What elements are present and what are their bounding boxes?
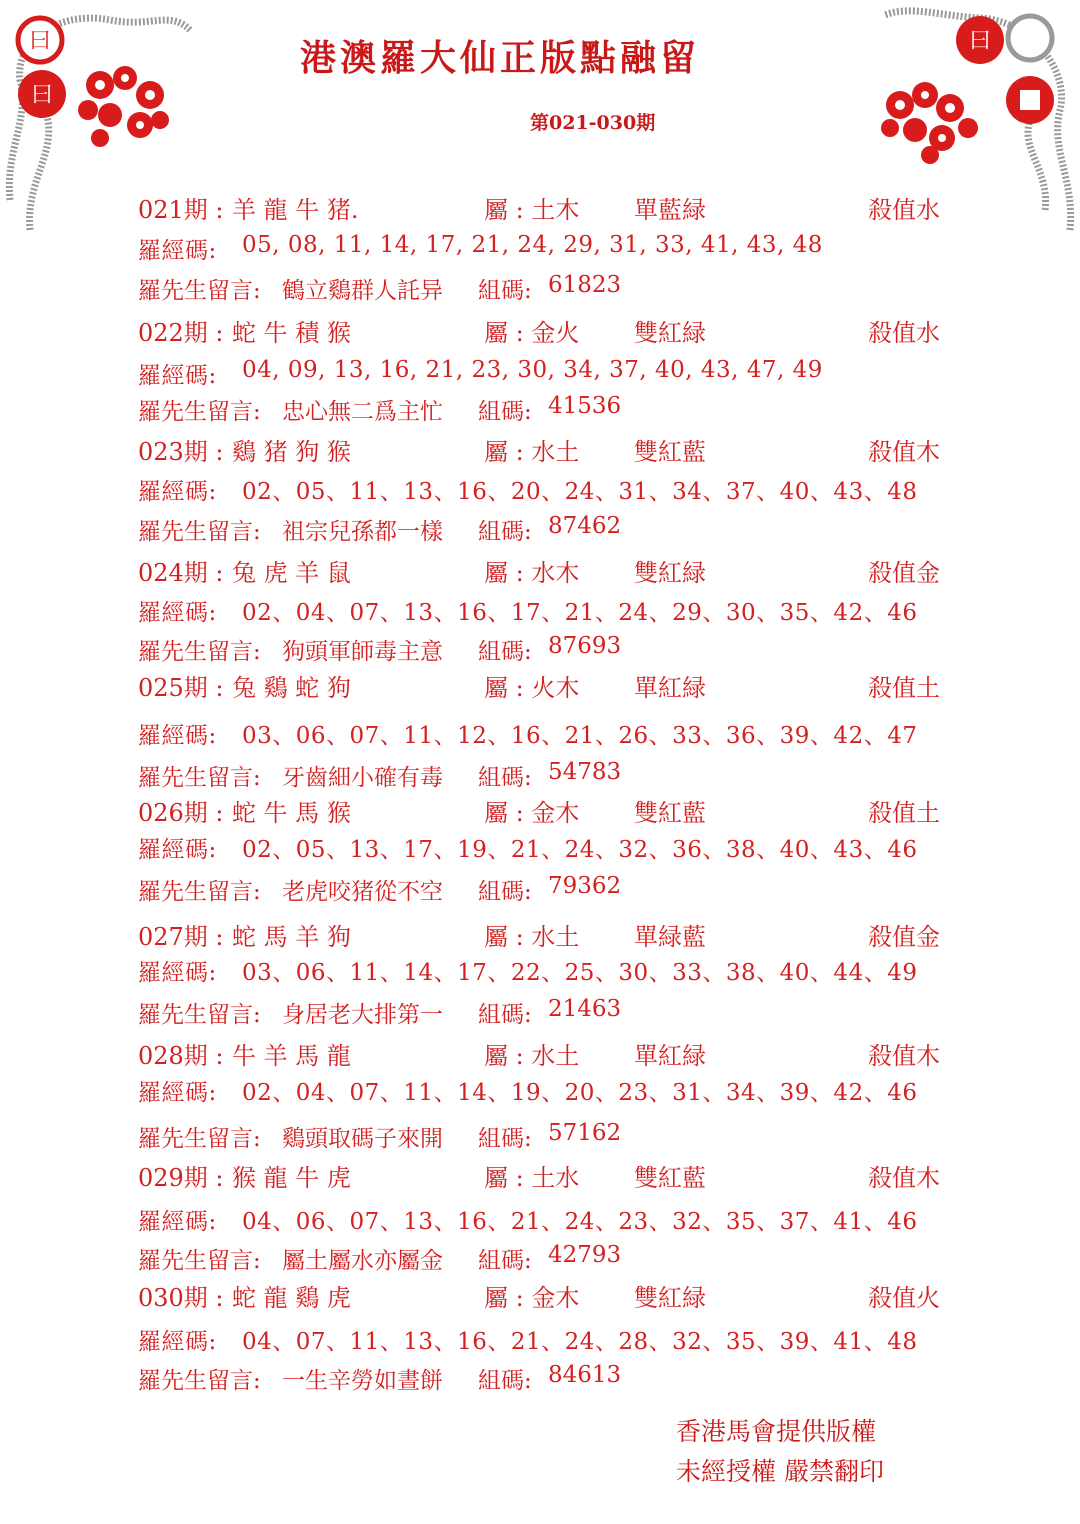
group-code-value: 21463 xyxy=(548,996,622,1022)
group-code-value: 87693 xyxy=(548,633,622,659)
zodiac-animals: 兔 虎 羊 鼠 xyxy=(232,559,351,587)
code-numbers: 02、05、13、17、19、21、24、32、36、38、40、43、46 xyxy=(242,837,918,863)
message-label: 羅先生留言: xyxy=(138,1126,261,1152)
period-label: 022期 : xyxy=(138,319,224,347)
zodiac-animals: 牛 羊 馬 龍 xyxy=(232,1042,351,1070)
kill-value: 殺值火 xyxy=(868,1284,940,1312)
code-label: 羅經碼: xyxy=(138,837,217,863)
group-code-label: 組碼: xyxy=(478,639,532,665)
kill-value: 殺值金 xyxy=(868,923,940,951)
message-label: 羅先生留言: xyxy=(138,278,261,304)
group-code-label: 組碼: xyxy=(478,879,532,905)
period-label: 030期 : xyxy=(138,1284,224,1312)
code-numbers: 05, 08, 11, 14, 17, 21, 24, 29, 31, 33, 41, 43, 48 xyxy=(242,232,823,258)
coin-right-1 xyxy=(956,16,1004,64)
color-wave: 單緑藍 xyxy=(634,923,706,951)
zodiac-animals: 鷄 猪 狗 猴 xyxy=(232,438,351,466)
zodiac-animals: 蛇 牛 馬 猴 xyxy=(232,799,351,827)
code-label: 羅經碼: xyxy=(138,600,217,626)
message-label: 羅先生留言: xyxy=(138,1002,261,1028)
group-code-value: 42793 xyxy=(548,1242,622,1268)
zodiac-animals: 兔 鷄 蛇 狗 xyxy=(232,674,351,702)
code-label: 羅經碼: xyxy=(138,1329,217,1355)
color-wave: 單藍緑 xyxy=(634,196,706,224)
color-wave: 單紅緑 xyxy=(634,674,706,702)
zodiac-animals: 蛇 馬 羊 狗 xyxy=(232,923,351,951)
coin-right-3 xyxy=(1006,76,1054,124)
zodiac-animals: 羊 龍 牛 猪. xyxy=(232,196,359,224)
period-label: 027期 : xyxy=(138,923,224,951)
copyright-line-1: 香港馬會提供版權 xyxy=(676,1417,877,1446)
message-label: 羅先生留言: xyxy=(138,519,261,545)
message-label: 羅先生留言: xyxy=(138,879,261,905)
page-title: 港澳羅大仙正版點融留 xyxy=(300,37,701,79)
element-attribute: 屬 : 金木 xyxy=(484,1284,580,1312)
kill-value: 殺值木 xyxy=(868,1164,940,1192)
code-numbers: 03、06、11、14、17、22、25、30、33、38、40、44、49 xyxy=(242,960,918,986)
svg-text:曰: 曰 xyxy=(30,83,54,108)
group-code-value: 84613 xyxy=(548,1362,622,1388)
svg-text:曰: 曰 xyxy=(968,29,992,54)
message-text: 牙齒細小確有毒 xyxy=(282,765,443,791)
message-text: 忠心無二爲主忙 xyxy=(282,399,443,425)
color-wave: 雙紅緑 xyxy=(634,559,706,587)
group-code-label: 組碼: xyxy=(478,1368,532,1394)
coin-left-1 xyxy=(18,18,62,62)
code-label: 羅經碼: xyxy=(138,723,217,749)
code-numbers: 04、06、07、13、16、21、24、23、32、35、37、41、46 xyxy=(242,1209,918,1235)
element-attribute: 屬 : 金火 xyxy=(484,319,580,347)
color-wave: 單紅緑 xyxy=(634,1042,706,1070)
kill-value: 殺值水 xyxy=(868,196,940,224)
period-label: 029期 : xyxy=(138,1164,224,1192)
zodiac-animals: 蛇 龍 鷄 虎 xyxy=(232,1284,351,1312)
zodiac-animals: 猴 龍 牛 虎 xyxy=(232,1164,351,1192)
group-code-label: 組碼: xyxy=(478,1002,532,1028)
color-wave: 雙紅藍 xyxy=(634,799,706,827)
group-code-value: 79362 xyxy=(548,873,622,899)
coin-left-2 xyxy=(18,70,66,118)
element-attribute: 屬 : 土水 xyxy=(484,1164,580,1192)
period-label: 023期 : xyxy=(138,438,224,466)
group-code-label: 組碼: xyxy=(478,1248,532,1274)
message-text: 狗頭軍師毒主意 xyxy=(282,639,443,665)
element-attribute: 屬 : 水土 xyxy=(484,438,580,466)
group-code-label: 組碼: xyxy=(478,399,532,425)
message-text: 鷄頭取碼子來開 xyxy=(282,1126,443,1152)
message-label: 羅先生留言: xyxy=(138,765,261,791)
code-label: 羅經碼: xyxy=(138,479,217,505)
group-code-label: 組碼: xyxy=(478,1126,532,1152)
period-range: 第021-030期 xyxy=(530,112,656,134)
group-code-value: 61823 xyxy=(548,272,622,298)
period-label: 024期 : xyxy=(138,559,224,587)
period-label: 026期 : xyxy=(138,799,224,827)
message-text: 鶴立鷄群人託异 xyxy=(282,278,443,304)
message-text: 一生辛勞如晝餅 xyxy=(282,1368,443,1394)
code-label: 羅經碼: xyxy=(138,960,217,986)
color-wave: 雙紅緑 xyxy=(634,319,706,347)
code-numbers: 03、06、07、11、12、16、21、26、33、36、39、42、47 xyxy=(242,723,918,749)
group-code-value: 54783 xyxy=(548,759,622,785)
coin-cluster-right xyxy=(881,82,978,164)
code-numbers: 04、07、11、13、16、21、24、28、32、35、39、41、48 xyxy=(242,1329,918,1355)
group-code-value: 41536 xyxy=(548,393,622,419)
message-label: 羅先生留言: xyxy=(138,639,261,665)
code-numbers: 02、04、07、11、14、19、20、23、31、34、39、42、46 xyxy=(242,1080,918,1106)
period-label: 028期 : xyxy=(138,1042,224,1070)
message-text: 身居老大排第一 xyxy=(282,1002,443,1028)
message-label: 羅先生留言: xyxy=(138,399,261,425)
element-attribute: 屬 : 土木 xyxy=(484,196,580,224)
kill-value: 殺值土 xyxy=(868,799,940,827)
svg-text:曰: 曰 xyxy=(28,29,52,54)
zodiac-animals: 蛇 牛 積 猴 xyxy=(232,319,351,347)
kill-value: 殺值水 xyxy=(868,319,940,347)
code-numbers: 04, 09, 13, 16, 21, 23, 30, 34, 37, 40, 43, 47, 49 xyxy=(242,357,823,383)
code-label: 羅經碼: xyxy=(138,363,217,389)
color-wave: 雙紅藍 xyxy=(634,1164,706,1192)
group-code-value: 87462 xyxy=(548,513,622,539)
code-numbers: 02、04、07、13、16、17、21、24、29、30、35、42、46 xyxy=(242,600,918,626)
element-attribute: 屬 : 水土 xyxy=(484,1042,580,1070)
message-text: 屬土屬水亦屬金 xyxy=(282,1248,443,1274)
message-label: 羅先生留言: xyxy=(138,1248,261,1274)
message-text: 老虎咬猪從不空 xyxy=(282,879,443,905)
element-attribute: 屬 : 水土 xyxy=(484,923,580,951)
period-label: 025期 : xyxy=(138,674,224,702)
kill-value: 殺值木 xyxy=(868,438,940,466)
copyright-line-2: 未經授權 嚴禁翻印 xyxy=(676,1457,884,1486)
group-code-label: 組碼: xyxy=(478,278,532,304)
kill-value: 殺值金 xyxy=(868,559,940,587)
message-text: 祖宗兒孫都一樣 xyxy=(282,519,443,545)
message-label: 羅先生留言: xyxy=(138,1368,261,1394)
color-wave: 雙紅藍 xyxy=(634,438,706,466)
code-label: 羅經碼: xyxy=(138,1209,217,1235)
element-attribute: 屬 : 水木 xyxy=(484,559,580,587)
coin-right-2 xyxy=(1008,16,1052,60)
element-attribute: 屬 : 火木 xyxy=(484,674,580,702)
kill-value: 殺值土 xyxy=(868,674,940,702)
code-label: 羅經碼: xyxy=(138,1080,217,1106)
code-numbers: 02、05、11、13、16、20、24、31、34、37、40、43、48 xyxy=(242,479,918,505)
coin-cluster-left xyxy=(78,66,169,147)
code-label: 羅經碼: xyxy=(138,238,217,264)
element-attribute: 屬 : 金木 xyxy=(484,799,580,827)
group-code-label: 組碼: xyxy=(478,519,532,545)
group-code-label: 組碼: xyxy=(478,765,532,791)
period-label: 021期 : xyxy=(138,196,224,224)
kill-value: 殺值木 xyxy=(868,1042,940,1070)
color-wave: 雙紅緑 xyxy=(634,1284,706,1312)
group-code-value: 57162 xyxy=(548,1120,622,1146)
